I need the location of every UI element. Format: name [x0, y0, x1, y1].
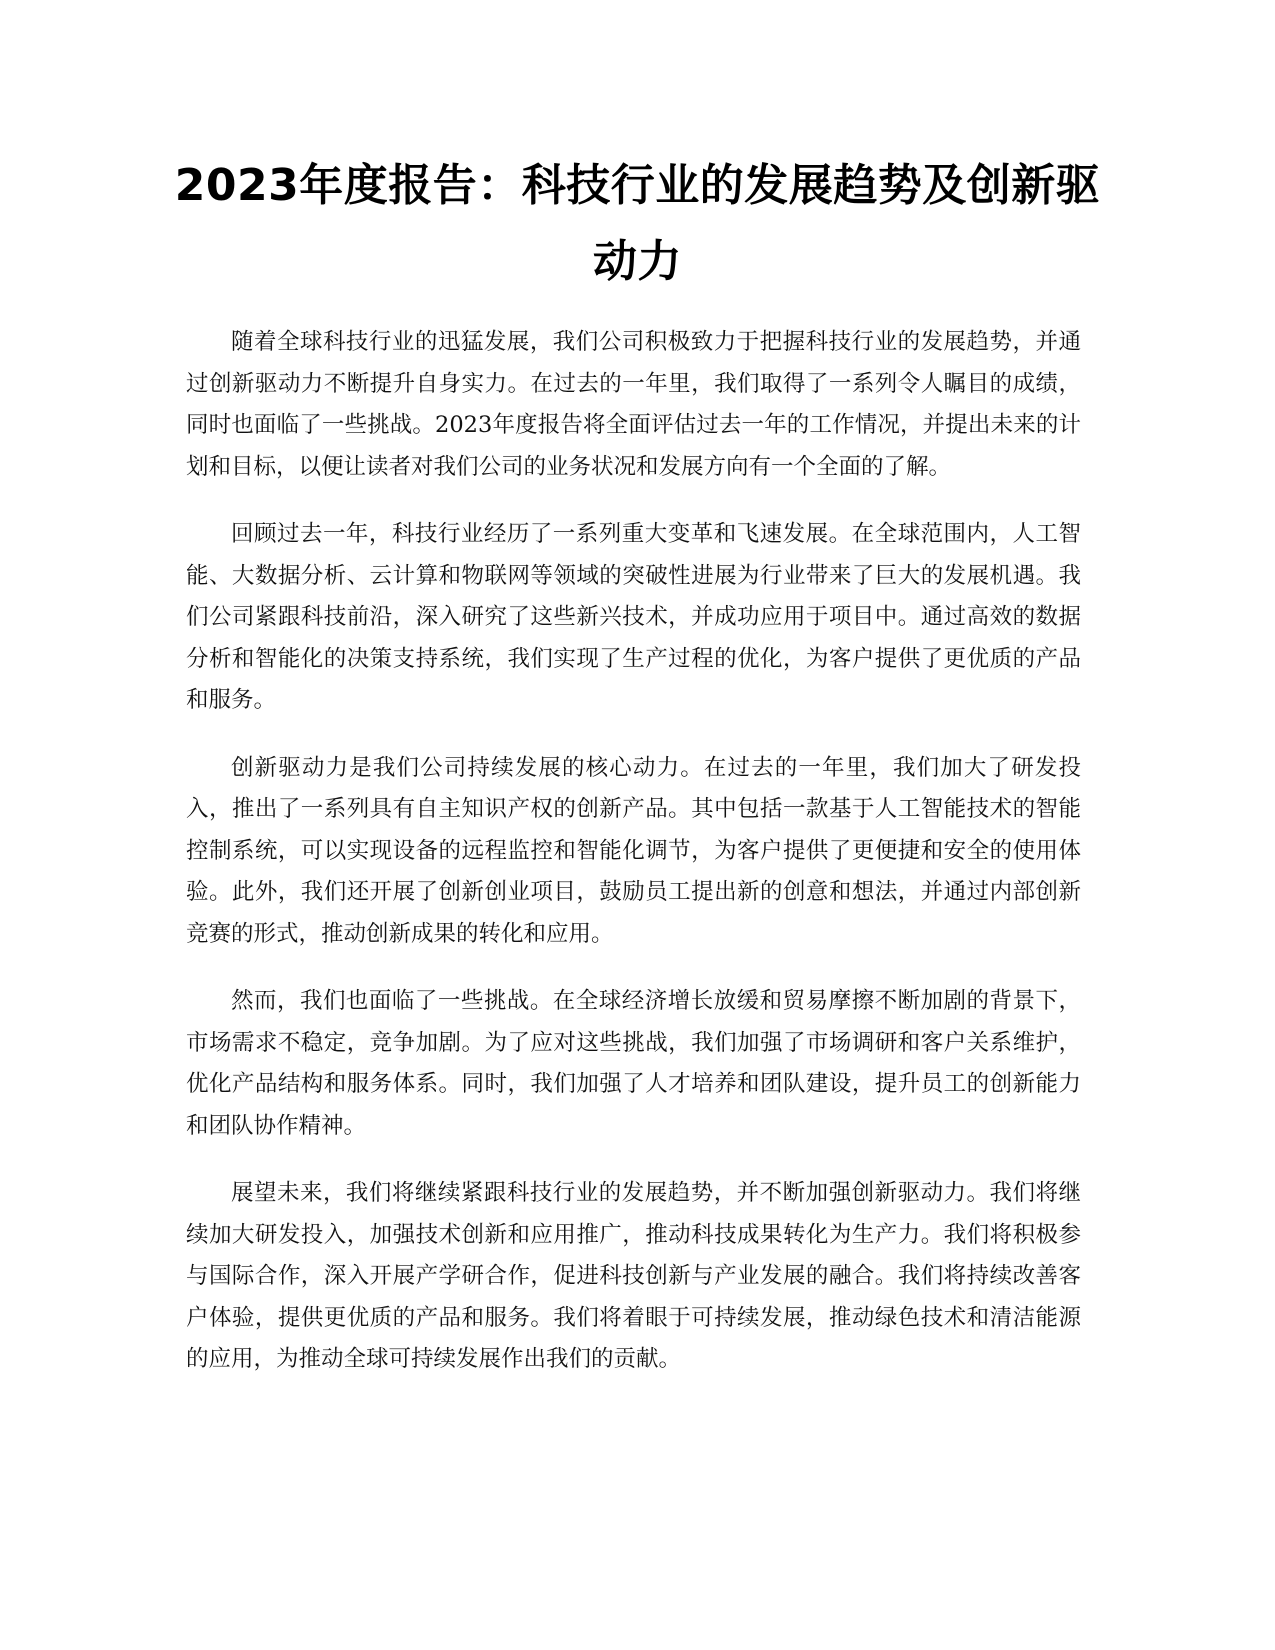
paragraph-outlook: 展望未来，我们将继续紧跟科技行业的发展趋势，并不断加强创新驱动力。我们将继续加大研发投入，加强技术创新和应用推广，推动科技成果转化为生产力。我们将积极参与国际合作，深入开展产学研合作，促进科技创新与产业发展的融合。我们将持续改善客户体验，提供更优质的产品和服务。我们将着眼于可持续发展，推动绿色技术和清洁能源的应用，为推动全球可持续发展作出我们的贡献。 — [186, 1180, 1081, 1372]
paragraph-innovation: 创新驱动力是我们公司持续发展的核心动力。在过去的一年里，我们加大了研发投入，推出了一系列具有自主知识产权的创新产品。其中包括一款基于人工智能技术的智能控制系统，可以实现设备的远程监控和智能化调节，为客户提供了更便捷和安全的使用体验。此外，我们还开展了创新创业项目，鼓励员工提出新的创意和想法，并通过内部创新竞赛的形式，推动创新成果的转化和应用。 — [186, 754, 1081, 947]
paragraph-review: 回顾过去一年，科技行业经历了一系列重大变革和飞速发展。在全球范围内，人工智能、大数据分析、云计算和物联网等领域的突破性进展为行业带来了巨大的发展机遇。我们公司紧跟科技前沿，深入研究了这些新兴技术，并成功应用于项目中。通过高效的数据分析和智能化的决策支持系统，我们实现了生产过程的优化，为客户提供了更优质的产品和服务。 — [186, 521, 1081, 713]
paragraph-challenges: 然而，我们也面临了一些挑战。在全球经济增长放缓和贸易摩擦不断加剧的背景下，市场需求不稳定，竞争加剧。为了应对这些挑战，我们加强了市场调研和客户关系维护，优化产品结构和服务体系。同时，我们加强了人才培养和团队建设，提升员工的创新能力和团队协作精神。 — [186, 988, 1081, 1139]
document-body — [186, 322, 1081, 1407]
paragraph-intro: 随着全球科技行业的迅猛发展，我们公司积极致力于把握科技行业的发展趋势，并通过创新驱动力不断提升自身实力。在过去的一年里，我们取得了一系列令人瞩目的成绩，同时也面临了一些挑战。2023年度报告将全面评估过去一年的工作情况，并提出未来的计划和目标，以便让读者对我们公司的业务状况和发展方向有一个全面的了解。 — [186, 329, 1081, 480]
document-title: 2023年度报告：科技行业的发展趋势及创新驱动力 — [174, 160, 1101, 287]
